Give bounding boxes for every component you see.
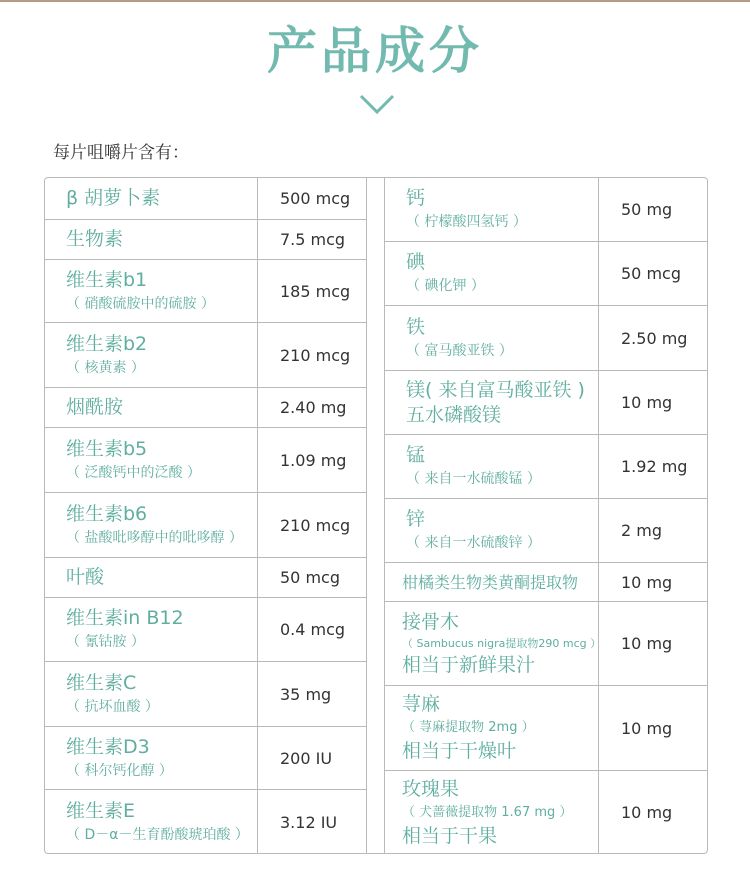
table-row	[44, 259, 367, 322]
ingredient-name: 维生素b5	[66, 437, 148, 460]
ingredient-name-cell	[384, 371, 598, 434]
ingredient-name-cell	[384, 435, 598, 498]
ingredient-amount: 2 mg	[598, 499, 708, 562]
ingredient-amount: 10 mg	[598, 371, 708, 434]
ingredient-name: 烟酰胺	[66, 396, 124, 418]
table-row	[44, 177, 367, 219]
table-row	[44, 387, 367, 427]
ingredient-name: 镁( 来自富马酸亚铁 )	[406, 378, 585, 401]
table-row	[44, 726, 367, 789]
ingredient-name: 维生素b6	[66, 502, 148, 525]
table-row	[44, 789, 367, 854]
table-row	[384, 601, 708, 685]
ingredient-name-cell	[44, 428, 257, 492]
ingredient-name: 钙	[406, 186, 426, 209]
ingredient-amount: 210 mcg	[257, 323, 367, 387]
ingredient-source: （ 抗坏血酸 ）	[66, 698, 159, 715]
ingredient-name-line2: 五水磷酸镁	[406, 403, 502, 426]
ingredient-name-cell	[44, 220, 257, 259]
ingredient-name: 接骨木	[402, 610, 460, 633]
ingredient-source: （ Sambucus nigra提取物290 mcg ）	[402, 636, 602, 650]
table-row	[384, 498, 708, 562]
ingredient-name: 锌	[406, 508, 426, 530]
ingredient-source: （ 氰钴胺 ）	[66, 634, 145, 650]
table-row	[44, 597, 367, 661]
ingredient-amount: 3.12 IU	[257, 790, 367, 854]
table-row	[384, 241, 708, 305]
ingredient-source: （ 科尔钙化醇 ）	[66, 762, 173, 779]
ingredient-name-cell	[44, 177, 257, 219]
ingredient-name-cell	[384, 602, 602, 685]
ingredient-amount: 0.4 mcg	[257, 598, 367, 661]
ingredient-source: （ 核黄素 ）	[66, 359, 145, 376]
ingredient-amount: 2.40 mg	[257, 388, 367, 427]
ingredient-source: （ 犬蔷薇提取物 1.67 mg ）	[402, 804, 573, 820]
ingredient-name-cell	[384, 686, 598, 770]
ingredient-name: 叶酸	[66, 566, 105, 588]
ingredient-source: （ D－α－生育酚酸琥珀酸 ）	[66, 826, 249, 843]
ingredient-amount: 210 mcg	[257, 493, 367, 557]
ingredient-name-cell	[44, 790, 257, 854]
ingredient-name: 生物素	[66, 228, 124, 250]
table-row	[384, 685, 708, 770]
ingredient-source: （ 泛酸钙中的泛酸 ）	[66, 464, 201, 481]
ingredient-name-cell	[44, 727, 257, 789]
ingredient-name: 锰	[406, 444, 426, 466]
ingredient-amount: 10 mg	[598, 602, 708, 685]
ingredient-source: （ 富马酸亚铁 ）	[406, 342, 513, 359]
ingredient-name: β 胡萝卜素	[66, 186, 161, 209]
ingredient-equivalent: 相当于干果	[402, 824, 498, 847]
ingredient-source: （ 硝酸硫胺中的硫胺 ）	[66, 295, 215, 312]
ingredient-source: （ 盐酸吡哆醇中的吡哆醇 ）	[66, 529, 243, 546]
table-row	[44, 322, 367, 387]
table-row	[384, 770, 708, 854]
table-row	[44, 427, 367, 492]
ingredient-name-cell	[44, 662, 257, 726]
table-row	[44, 492, 367, 557]
table-row	[384, 562, 708, 601]
ingredient-source: （ 碘化钾 ）	[406, 278, 485, 294]
table-row	[384, 177, 708, 241]
ingredient-equivalent: 相当于干燥叶	[402, 740, 517, 762]
ingredient-amount: 200 IU	[257, 727, 367, 789]
ingredient-source: （ 荨麻提取物 2mg ）	[402, 720, 535, 735]
ingredient-name-cell	[44, 558, 257, 597]
ingredient-name: 维生素E	[66, 799, 136, 822]
table-row	[384, 434, 708, 498]
ingredient-name: 维生素D3	[66, 735, 150, 758]
ingredient-name: 柑橘类生物类黄酮提取物	[402, 572, 579, 592]
top-divider	[0, 0, 750, 2]
ingredient-name-cell	[384, 499, 598, 562]
ingredient-name-cell	[384, 771, 598, 854]
ingredient-name-cell	[384, 177, 598, 241]
table-row	[44, 557, 367, 597]
ingredient-name: 维生素b1	[66, 268, 148, 291]
ingredient-name: 维生素in B12	[66, 607, 184, 629]
ingredient-source: （ 柠檬酸四氢钙 ）	[406, 213, 527, 230]
ingredient-name: 铁	[406, 315, 426, 338]
ingredient-name: 碘	[406, 251, 426, 273]
ingredient-amount: 50 mcg	[257, 558, 367, 597]
ingredient-name-cell	[44, 598, 257, 661]
ingredient-name-cell	[44, 493, 257, 557]
ingredient-amount: 1.92 mg	[598, 435, 708, 498]
ingredient-name-cell	[384, 242, 598, 305]
ingredient-name-cell	[44, 260, 257, 322]
ingredient-name: 维生素C	[66, 671, 137, 694]
table-row	[44, 219, 367, 259]
chevron-down-icon	[358, 92, 396, 116]
ingredient-name: 荨麻	[402, 693, 441, 715]
table-row	[44, 661, 367, 726]
ingredient-source: （ 来自一水硫酸锰 ）	[406, 471, 541, 487]
ingredient-amount: 10 mg	[598, 563, 708, 601]
ingredient-amount: 50 mcg	[598, 242, 708, 305]
ingredient-amount: 1.09 mg	[257, 428, 367, 492]
ingredient-name: 玫瑰果	[402, 777, 460, 800]
ingredient-name-cell	[44, 388, 257, 427]
ingredient-name-cell	[44, 323, 257, 387]
table-row	[384, 370, 708, 434]
ingredient-equivalent: 相当于新鲜果汁	[402, 653, 536, 676]
ingredient-amount: 2.50 mg	[598, 306, 708, 370]
ingredient-amount: 10 mg	[598, 771, 708, 854]
ingredient-amount: 50 mg	[598, 177, 708, 241]
ingredient-amount: 35 mg	[257, 662, 367, 726]
ingredient-name: 维生素b2	[66, 332, 148, 355]
ingredient-source: （ 来自一水硫酸锌 ）	[406, 535, 541, 551]
page-title: 产品成分	[267, 22, 483, 80]
ingredient-amount: 7.5 mcg	[257, 220, 367, 259]
ingredient-name-cell	[384, 306, 598, 370]
table-row	[384, 305, 708, 370]
ingredient-amount: 10 mg	[598, 686, 708, 770]
ingredient-name-cell	[384, 563, 598, 601]
ingredient-amount: 500 mcg	[257, 177, 367, 219]
intro-text: 每片咀嚼片含有：	[53, 143, 189, 163]
ingredient-amount: 185 mcg	[257, 260, 367, 322]
